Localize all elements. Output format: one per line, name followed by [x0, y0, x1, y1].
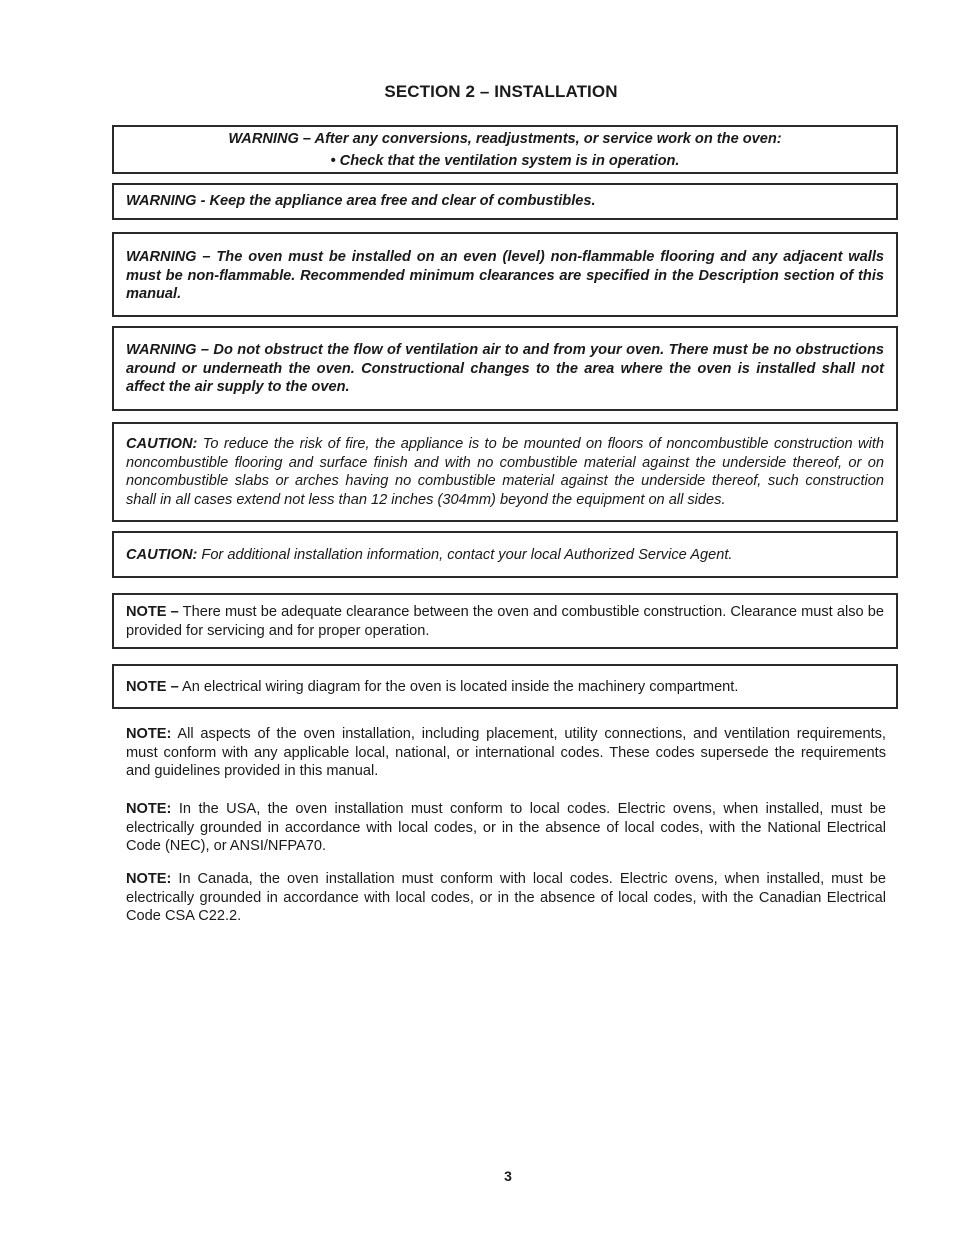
warning-service-bullet: • Check that the ventilation system is in operation.: [330, 153, 680, 169]
caution-service-text: For additional installation information, contact your local Authorized Service Agent.: [197, 547, 733, 563]
caution-fire-label: CAUTION:: [126, 436, 198, 452]
note-codes-text: All aspects of the oven installation, including placement, utility connections, and ventilation requirements, must conform with any applicable local, national, or international codes. These codes supersede the requirements and guidelines provided in this manual.: [126, 726, 886, 780]
caution-service-label: CAUTION:: [126, 547, 198, 563]
note-wiring-label: NOTE –: [126, 679, 179, 695]
warning-combustibles-text: WARNING - Keep the appliance area free and clear of combustibles.: [126, 193, 596, 209]
note-box-wiring: [112, 664, 898, 709]
caution-box-service-agent: [112, 531, 898, 578]
caution-box-fire: [112, 422, 898, 522]
note-codes-label: NOTE:: [126, 726, 172, 742]
warning-box-ventilation: [112, 326, 898, 411]
warning-box-combustibles: [112, 183, 898, 220]
warning-service-text: WARNING – After any conversions, readjustments, or service work on the oven:: [228, 131, 782, 147]
section-title: SECTION 2 – INSTALLATION: [384, 82, 618, 101]
note-clearance-text: There must be adequate clearance between the oven and combustible construction. Clearance must also be provided for servicing and for proper operation.: [126, 604, 884, 639]
note-usa-paragraph: [126, 800, 886, 856]
caution-fire-text: To reduce the risk of fire, the appliance is to be mounted on floors of noncombustible construction with noncombustible flooring and surface finish and with no combustible material against the underside thereof, or on noncombustible slabs or arches having no combustible material against the underside thereof, such construction shall in all cases extend not less than 12 inches (304mm) beyond the equipment on all sides.: [126, 436, 884, 508]
note-usa-label: NOTE:: [126, 801, 172, 817]
note-canada-label: NOTE:: [126, 871, 172, 887]
note-codes-paragraph: [126, 725, 886, 781]
warning-ventilation-text: WARNING – Do not obstruct the flow of ventilation air to and from your oven. There must be no obstructions around or underneath the oven. Constructional changes to the area where the oven is installed shall not affect the air supply to the oven.: [126, 342, 884, 396]
warning-box-flooring: [112, 232, 898, 317]
note-canada-text: In Canada, the oven installation must conform with local codes. Electric ovens, when installed, must be electrically grounded in accordance with local codes, or in the absence of local codes, with the Canadian Electrical Code CSA C22.2.: [126, 871, 886, 925]
note-usa-text: In the USA, the oven installation must conform to local codes. Electric ovens, when installed, must be electrically grounded in accordance with local codes, or in the absence of local codes, with the National Electrical Code (NEC), or ANSI/NFPA70.: [126, 801, 886, 855]
note-wiring-text: An electrical wiring diagram for the oven is located inside the machinery compartment.: [178, 679, 739, 695]
warning-box-service: [112, 125, 898, 174]
note-canada-paragraph: [126, 870, 886, 926]
note-clearance-label: NOTE –: [126, 604, 179, 620]
note-box-clearance: [112, 593, 898, 649]
page-number: 3: [504, 1168, 512, 1184]
warning-flooring-text: WARNING – The oven must be installed on an even (level) non-flammable flooring and any adjacent walls must be non-flammable. Recommended minimum clearances are specified in the Description section of this manual.: [126, 249, 884, 303]
